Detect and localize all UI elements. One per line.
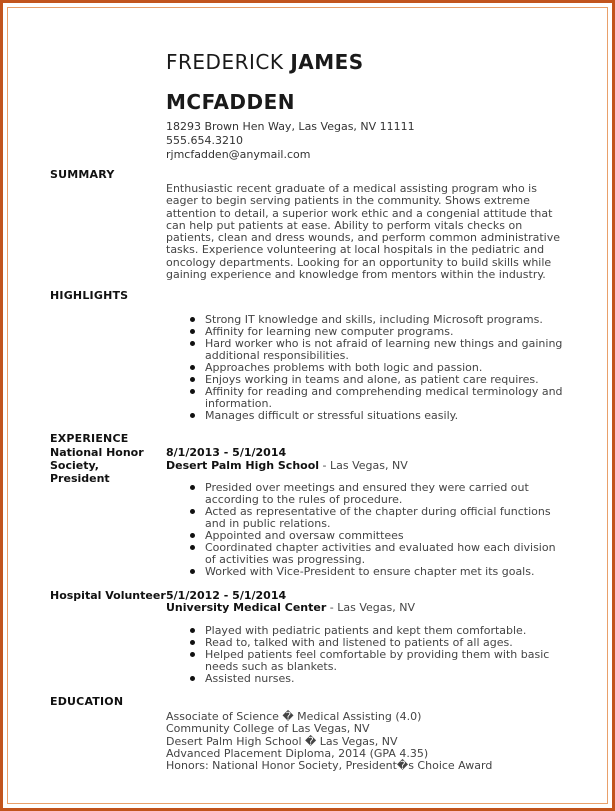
list-item: Affinity for reading and comprehending medical terminology and information.	[190, 386, 565, 410]
education-line: Desert Palm High School � Las Vegas, NV	[166, 734, 398, 748]
list-item: Acted as representative of the chapter during official functions and in public relations.	[190, 506, 565, 530]
education-heading: EDUCATION	[50, 695, 124, 708]
list-item: Appointed and oversaw committees	[190, 530, 565, 542]
job-location: - Las Vegas, NV	[326, 601, 415, 614]
list-item: Enjoys working in teams and alone, as patient care requires.	[190, 374, 565, 386]
job-organization	[166, 601, 415, 614]
list-item: Assisted nurses.	[190, 673, 565, 685]
job-title: National Honor Society, President	[50, 446, 144, 485]
address: 18293 Brown Hen Way, Las Vegas, NV 11111	[166, 120, 415, 133]
education-line: Community College of Las Vegas, NV	[166, 722, 370, 736]
last-name: MCFADDEN	[166, 90, 296, 114]
job-org-name: Desert Palm High School	[166, 459, 320, 472]
highlights-heading: HIGHLIGHTS	[50, 289, 129, 302]
education-block	[166, 711, 492, 772]
list-item: Presided over meetings and ensured they were carried out according to the rules of procedure.	[190, 482, 565, 506]
experience-heading: EXPERIENCE	[50, 432, 129, 445]
highlights-list	[190, 314, 565, 422]
job-org-name: University Medical Center	[166, 601, 327, 614]
job-dates: 8/1/2013 - 5/1/2014	[166, 446, 287, 459]
list-item: Helped patients feel comfortable by providing them with basic needs such as blankets.	[190, 649, 565, 673]
education-line: Advanced Placement Diploma, 2014 (GPA 4.35)	[166, 746, 429, 760]
name-line-1	[166, 50, 364, 74]
list-item: Played with pediatric patients and kept them comfortable.	[190, 625, 565, 637]
phone: 555.654.3210	[166, 134, 243, 147]
first-name: FREDERICK	[166, 50, 284, 74]
job-duties-list	[190, 625, 565, 685]
list-item: Strong IT knowledge and skills, including Microsoft programs.	[190, 314, 565, 326]
job-organization	[166, 459, 408, 472]
list-item: Affinity for learning new computer programs.	[190, 326, 565, 338]
job-duties-list	[190, 482, 565, 578]
middle-name: JAMES	[290, 50, 364, 74]
job-location: - Las Vegas, NV	[319, 459, 408, 472]
email: rjmcfadden@anymail.com	[166, 148, 311, 161]
list-item: Worked with Vice-President to ensure chapter met its goals.	[190, 566, 565, 578]
education-line: Associate of Science � Medical Assisting (4.0)	[166, 710, 422, 723]
list-item: Approaches problems with both logic and passion.	[190, 362, 565, 374]
contact-block	[166, 120, 415, 162]
list-item: Hard worker who is not afraid of learning new things and gaining additional responsibilities.	[190, 338, 565, 362]
list-item: Coordinated chapter activities and evaluated how each division of activities was progressing.	[190, 542, 565, 566]
summary-heading: SUMMARY	[50, 168, 115, 181]
education-line: Honors: National Honor Society, President�s Choice Award	[166, 759, 493, 773]
list-item: Manages difficult or stressful situations easily.	[190, 410, 565, 422]
list-item: Read to, talked with and listened to patients of all ages.	[190, 637, 565, 649]
job-title: Hospital Volunteer	[50, 589, 166, 602]
summary-text: Enthusiastic recent graduate of a medical assisting program who is eager to begin serving patients in the community. Shows extreme attention to detail, a superior work ethic and a congenial attitude that can help put patients at ease. Ability to perform vitals checks on patients, clean and dress wounds, and perform common administrative tasks. Experience volunteering at local hospitals in the pediatric and oncology departments. Looking for an opportunity to build skills while gaining experience and knowledge from mentors within the industry.	[166, 182, 560, 282]
job-dates: 5/1/2012 - 5/1/2014	[166, 589, 287, 602]
